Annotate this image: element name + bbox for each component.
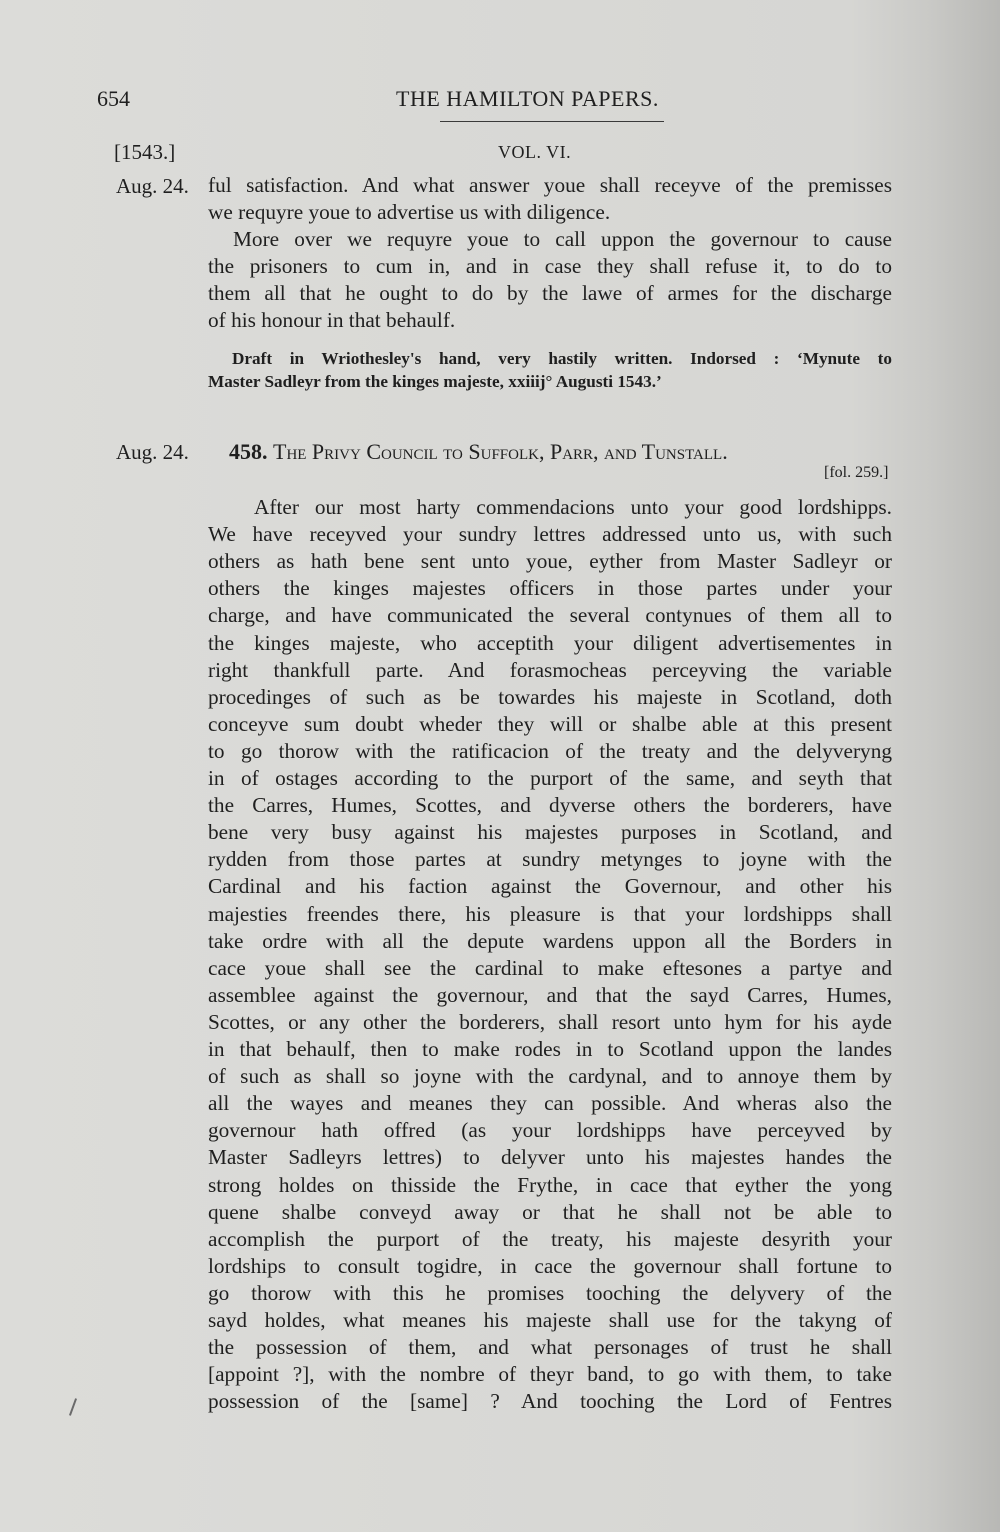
- body-line: assemblee against the governour, and that the sayd Carres, Humes,: [208, 983, 892, 1007]
- body-line: cace youe shall see the cardinal to make eftesones a partye and: [208, 956, 892, 980]
- body-line: the kinges majeste, who acceptith your diligent advertisementes in: [208, 631, 892, 655]
- body-line: the Carres, Humes, Scottes, and dyverse others the borderers, have: [208, 793, 892, 817]
- body-line: procedinges of such as be towardes his majeste in Scotland, doth: [208, 685, 892, 709]
- header-rule: [440, 121, 664, 122]
- letter-number: 458.: [229, 439, 268, 464]
- body-line: After our most harty commendacions unto your good lordshipps.: [254, 495, 892, 519]
- body-line: of such as shall so joyne with the cardynal, and to annoye them by: [208, 1064, 892, 1088]
- body-line: Master Sadleyrs lettres) to delyver unto his majestes handes the: [208, 1145, 892, 1169]
- note-line: Draft in Wriothesley's hand, very hastily written. Indorsed : ‘Mynute to: [232, 349, 892, 368]
- body-line: We have receyved your sundry lettres addressed unto us, with such: [208, 522, 892, 546]
- body-line: all the wayes and meanes they can possible. And wheras also the: [208, 1091, 892, 1115]
- body-line: bene very busy against his majestes purposes in Scotland, and: [208, 820, 892, 844]
- body-line: governour hath offred (as your lordshipps have perceyved by: [208, 1118, 892, 1142]
- body-line: others as hath bene sent unto youe, eyther from Master Sadleyr or: [208, 549, 892, 573]
- body-line: lordships to consult togidre, in cace the governour shall fortune to: [208, 1254, 892, 1278]
- page-number: 654: [97, 86, 130, 111]
- body-line: go thorow with this he promises tooching the delyvery of the: [208, 1281, 892, 1305]
- body-line: them all that he ought to do by the lawe of armes for the discharge: [208, 281, 892, 305]
- note-line: Master Sadleyr from the kinges majeste, xxiiij° Augusti 1543.’: [208, 372, 662, 391]
- body-line: to go thorow with the ratificacion of the treaty and the delyveryng: [208, 739, 892, 763]
- letter-title: The Privy Council to Suffolk, Parr, and Tunstall.: [273, 439, 728, 464]
- body-line: quene shalbe conveyd away or that he shall not be able to: [208, 1200, 892, 1224]
- body-line: in that behaulf, then to make rodes in to Scotland uppon the landes: [208, 1037, 892, 1061]
- body-line: rydden from those partes at sundry metynges to joyne with the: [208, 847, 892, 871]
- year-marginal: [1543.]: [114, 140, 176, 164]
- body-line: in of ostages according to the purport of the same, and seyth that: [208, 766, 892, 790]
- body-line: strong holdes on thisside the Frythe, in cace that eyther the yong: [208, 1173, 892, 1197]
- body-line: majesties freendes there, his pleasure is that your lordshipps shall: [208, 902, 892, 926]
- body-line: right thankfull parte. And forasmocheas perceyving the variable: [208, 658, 892, 682]
- running-title: THE HAMILTON PAPERS.: [396, 86, 659, 111]
- section1-date: Aug. 24.: [116, 174, 189, 198]
- body-line: ful satisfaction. And what answer youe shall receyve of the premisses: [208, 173, 892, 197]
- body-line: of his honour in that behaulf.: [208, 308, 456, 332]
- body-line: others the kinges majestes officers in those partes under your: [208, 576, 892, 600]
- body-line: the possession of them, and what personages of trust he shall: [208, 1335, 892, 1359]
- volume-label: VOL. VI.: [498, 142, 572, 162]
- body-line: possession of the [same] ? And tooching the Lord of Fentres: [208, 1389, 892, 1413]
- folio-reference: [fol. 259.]: [824, 464, 889, 481]
- body-line: take ordre with all the depute wardens uppon all the Borders in: [208, 929, 892, 953]
- body-line: Cardinal and his faction against the Governour, and other his: [208, 874, 892, 898]
- letter-heading: [229, 439, 728, 465]
- body-line: [appoint ?], with the nombre of theyr band, to go with them, to take: [208, 1362, 892, 1386]
- body-line: we requyre youe to advertise us with diligence.: [208, 200, 611, 224]
- body-line: charge, and have communicated the several contynues of them all to: [208, 603, 892, 627]
- body-line: accomplish the purport of the treaty, his majeste desyrith your: [208, 1227, 892, 1251]
- body-line: Scottes, or any other the borderers, shall resort unto hym for his ayde: [208, 1010, 892, 1034]
- body-line: More over we requyre youe to call uppon the governour to cause: [233, 227, 892, 251]
- body-line: sayd holdes, what meanes his majeste shall use for the takyng of: [208, 1308, 892, 1332]
- ink-mark: [69, 1398, 77, 1416]
- body-line: the prisoners to cum in, and in case they shall refuse it, to do to: [208, 254, 892, 278]
- body-line: conceyve sum doubt wheder they will or shalbe able at this present: [208, 712, 892, 736]
- section2-date: Aug. 24.: [116, 440, 189, 464]
